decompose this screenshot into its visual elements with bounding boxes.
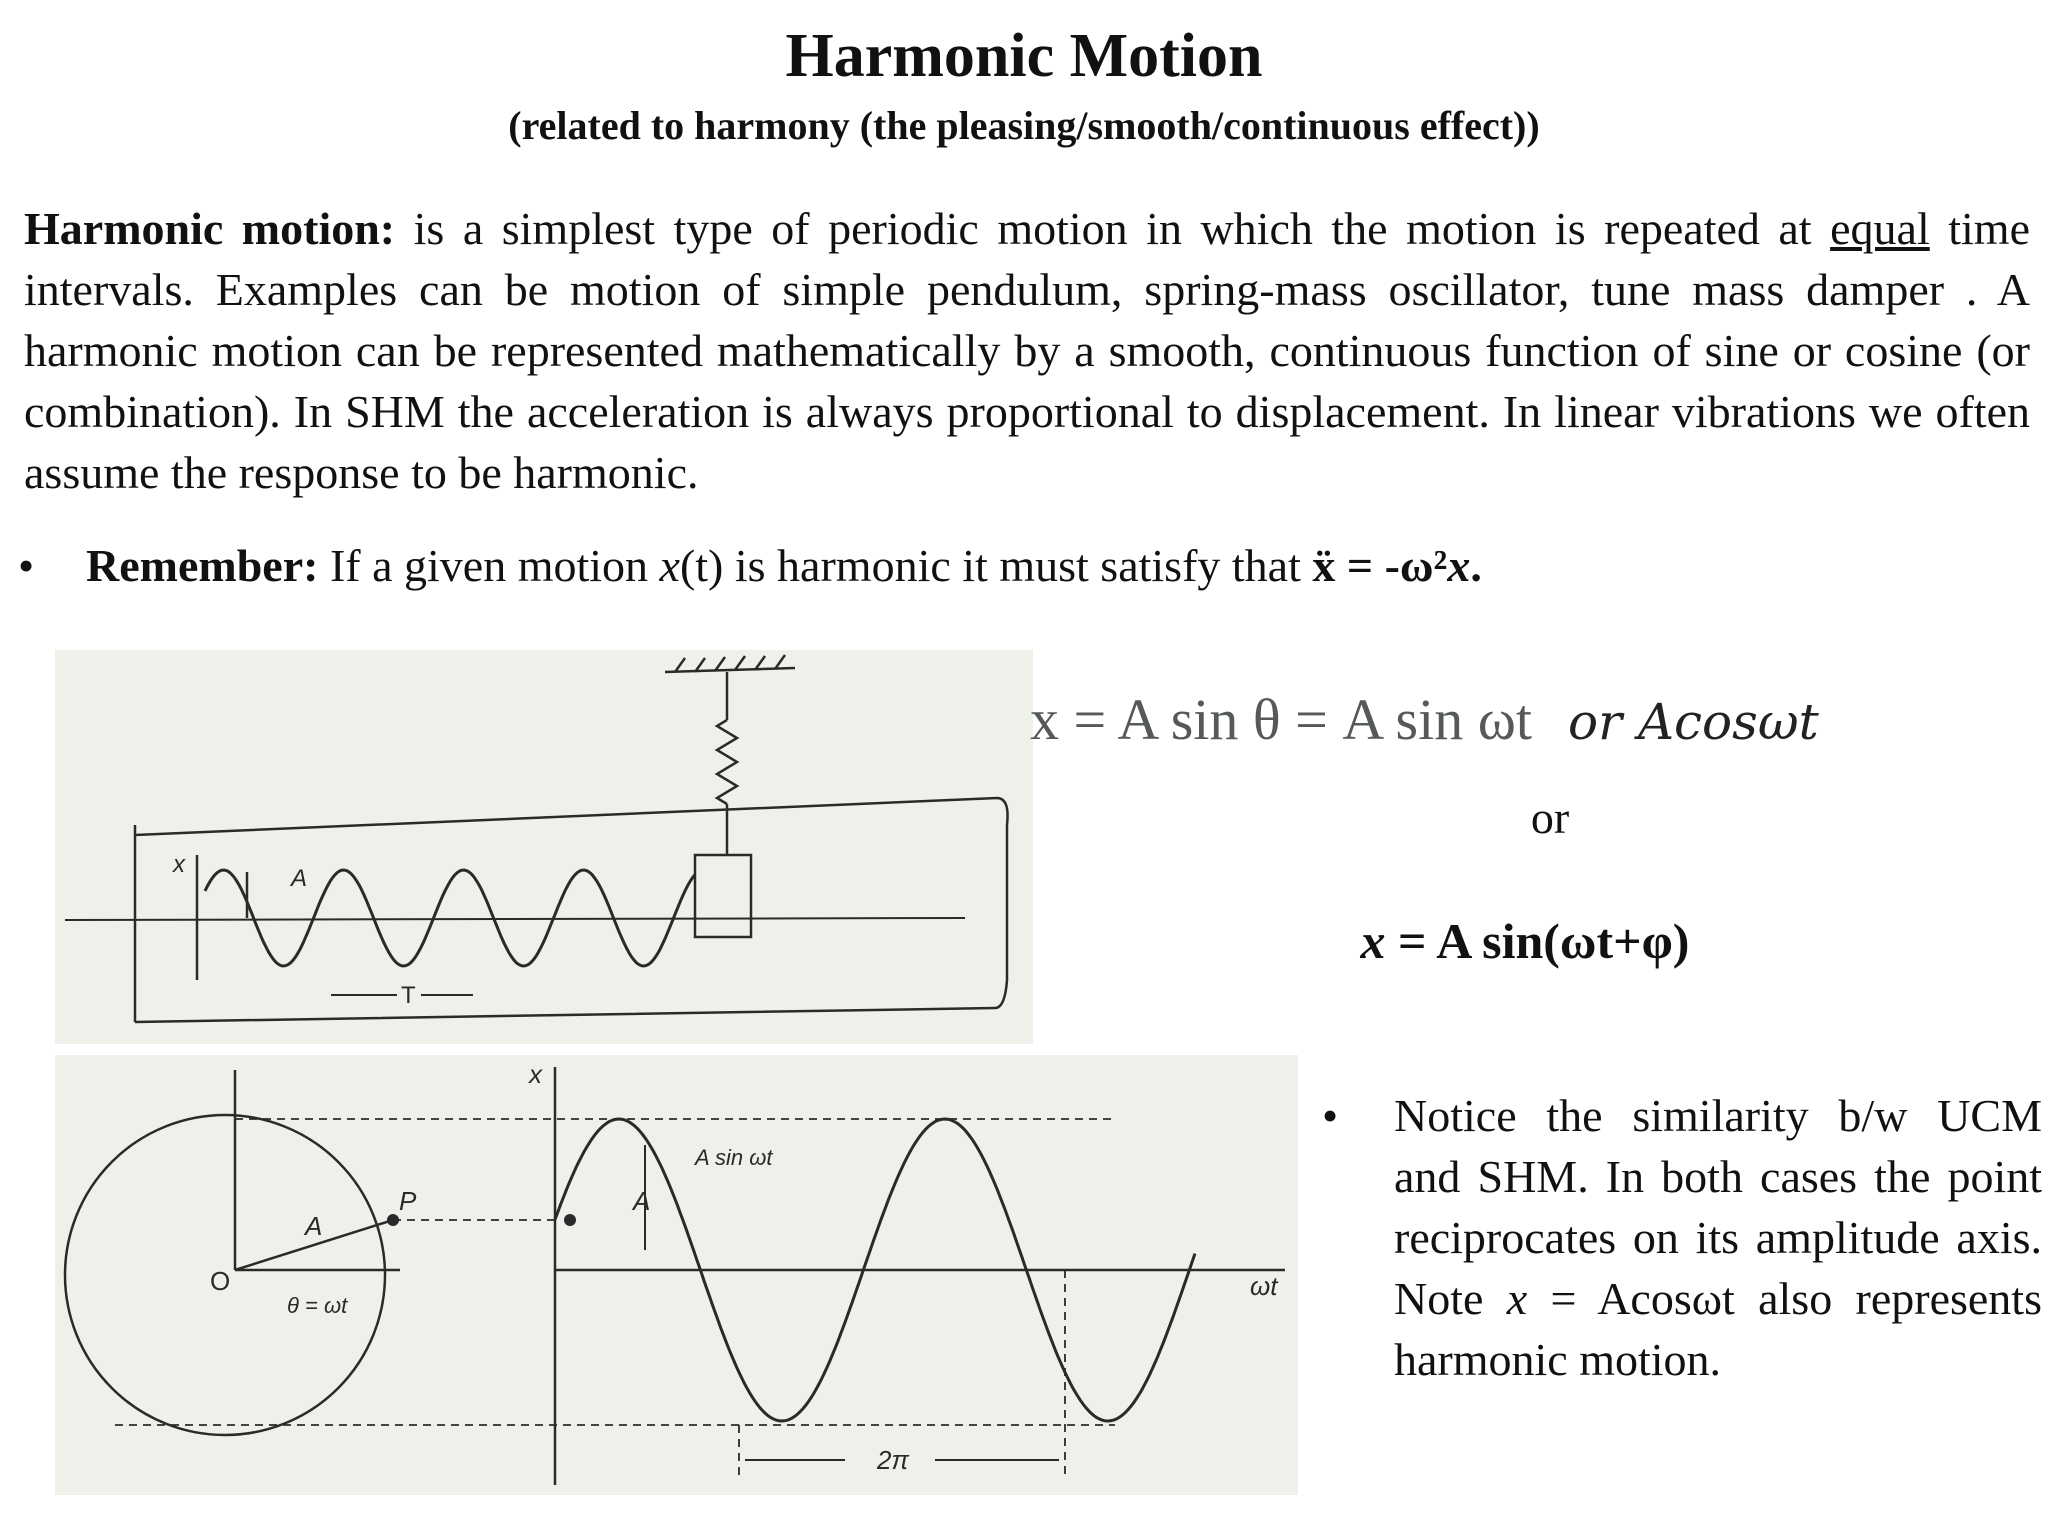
- intro-text-2: time intervals. Examples can be motion of simple pendulum, spring-mass oscillator, tune mass damper . A harmonic motion can be represented mathematically by a smooth, continuous function of sine or cosine (or combination). In SHM the acceleration is always proportional to displacement. In linear vibrations we often assume the response to be harmonic.: [24, 203, 2030, 498]
- fig2-label-theta: θ = ωt: [287, 1293, 348, 1318]
- notice-text: [1394, 1085, 2042, 1390]
- notice-text-a: Notice the similarity b/w UCM and SHM. In both cases the point reciprocates on its amplitude axis. Note: [1394, 1090, 2042, 1324]
- bullet-dot: •: [18, 540, 35, 591]
- fig2-label-P: P: [399, 1186, 417, 1216]
- spring-mass-diagram: [55, 650, 1033, 1044]
- notice-var-x: x: [1506, 1273, 1528, 1324]
- fig2-label-2pi: 2π: [877, 1445, 909, 1475]
- fig1-label-x: x: [173, 851, 185, 878]
- spring-mass-figure: [55, 650, 1033, 1044]
- fig1-label-A: A: [291, 865, 308, 892]
- ucm-shm-figure: [55, 1055, 1298, 1495]
- fig1-label-T: T: [401, 982, 416, 1009]
- notice-text-b: = Acosωt also represents harmonic motion.: [1394, 1273, 2042, 1385]
- fig2-label-A-amp: A: [633, 1186, 651, 1216]
- remember-label: Remember:: [86, 540, 319, 591]
- fig2-label-O: O: [210, 1266, 231, 1296]
- remember-var-x: x: [659, 540, 680, 591]
- remember-condition-a: ẍ = -ω²: [1312, 540, 1448, 591]
- remember-text-a: If a given motion: [318, 540, 660, 591]
- spring-coil: [717, 720, 737, 804]
- remember-bullet: [18, 536, 2018, 596]
- page-subtitle: (related to harmony (the pleasing/smooth/continuous effect)): [508, 103, 1540, 148]
- remember-condition: [1312, 540, 1481, 591]
- equation-sine-theta-image: x = A sin θ = A sin ωt: [1030, 687, 1533, 752]
- fig2-label-Asin: A sin ωt: [695, 1145, 773, 1170]
- fig2-label-omega-t: ωt: [1250, 1271, 1278, 1301]
- center-line: [65, 918, 965, 920]
- equation-phase-x: x: [1360, 913, 1386, 969]
- point-p: [387, 1214, 399, 1226]
- remember-text-b: (t) is harmonic it must satisfy that: [679, 540, 1313, 591]
- equation-phase: [1300, 910, 1750, 972]
- equation-phase-rest: = A sin(ωt+φ): [1385, 913, 1690, 969]
- or-connector: or: [1530, 792, 1570, 843]
- intro-equal-word: equal: [1830, 203, 1930, 254]
- intro-text-1: is a simplest type of periodic motion in which the motion is repeated at: [395, 203, 1831, 254]
- remember-condition-end: .: [1470, 540, 1482, 591]
- paper-strip: [135, 798, 1008, 1022]
- projected-point: [564, 1214, 576, 1226]
- fig2-label-x: x: [529, 1059, 542, 1089]
- intro-paragraph: [24, 198, 2030, 503]
- fig2-label-A-radius: A: [305, 1211, 323, 1241]
- ucm-shm-diagram: [55, 1055, 1298, 1495]
- remember-condition-x: x: [1447, 540, 1471, 591]
- equation-cosine-alt: or Acosωt: [1568, 693, 1819, 751]
- equation-sine-theta: [1030, 685, 2040, 755]
- page-title: Harmonic Motion: [785, 22, 1263, 90]
- notice-bullet-dot: •: [1322, 1090, 1339, 1141]
- mass-block: [695, 855, 751, 937]
- intro-term: Harmonic motion:: [24, 203, 396, 254]
